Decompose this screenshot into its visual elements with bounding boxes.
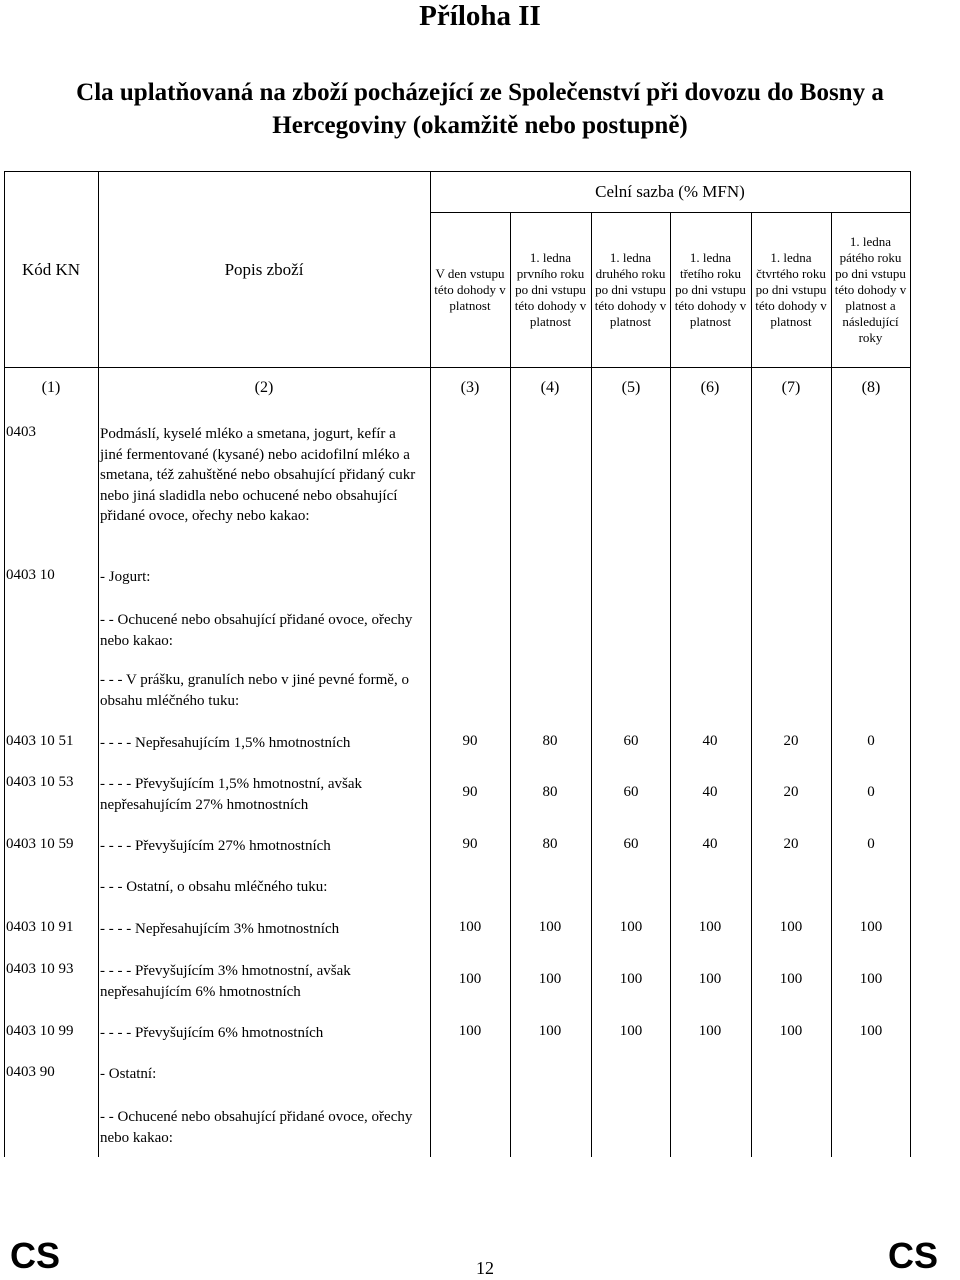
row-description: - - - V prášku, granulích nebo v jiné pevné formě, o obsahu mléčného tuku: <box>100 672 409 709</box>
row-description: - - - - Převyšujícím 3% hmotnostní, avšak nepřesahujícím 6% hmotnostních <box>100 963 351 1000</box>
row-description: - - Ochucené nebo obsahující přidané ovoce, ořechy nebo kakao: <box>100 612 413 649</box>
column-number: (3) <box>460 379 480 396</box>
rate-cell: 80 <box>542 784 558 800</box>
header-rate-col-5: 1. ledna čtvrtého roku po dni vstupu této dohody v platnost <box>755 250 827 329</box>
rate-cell: 100 <box>779 971 803 987</box>
rate-cell: 100 <box>779 1023 803 1039</box>
document-subtitle: Cla uplatňovaná na zboží pocházející ze Společenství při dovozu do Bosny a Hercegoviny (okamžitě nebo postupně) <box>76 79 884 139</box>
row-code: 0403 <box>6 424 36 440</box>
row-description: - - - - Převyšujícím 6% hmotnostních <box>100 1025 324 1041</box>
rate-cell: 100 <box>619 971 643 987</box>
rate-cell: 100 <box>698 919 722 935</box>
rate-cell: 90 <box>462 836 478 852</box>
rate-cell: 40 <box>702 784 718 800</box>
rate-cell: 100 <box>859 919 883 935</box>
header-rate-col-2: 1. ledna prvního roku po dni vstupu této dohody v platnost <box>514 250 587 329</box>
rate-cell: 100 <box>619 919 643 935</box>
rate-cell: 0 <box>867 784 875 800</box>
rate-cell: 100 <box>538 919 562 935</box>
column-number: (7) <box>781 379 801 396</box>
rate-cell: 60 <box>623 784 639 800</box>
row-description: Podmáslí, kyselé mléko a smetana, jogurt, kefír a jiné fermentované (kysané) nebo acidofilní mléko a smetana, též zahuštěné nebo obsahující přidaný cukr nebo jiná sladidla nebo ochucené nebo obsahující přidané ovoce, ořechy nebo kakao: <box>100 426 416 524</box>
column-number: (2) <box>254 379 274 396</box>
header-code: Kód KN <box>21 259 81 279</box>
row-description: - Ostatní: <box>100 1066 157 1082</box>
language-mark-right: CS <box>888 1235 939 1276</box>
rate-cell: 90 <box>462 784 478 800</box>
rate-cell: 100 <box>458 1023 482 1039</box>
header-rate-col-3: 1. ledna druhého roku po dni vstupu této dohody v platnost <box>594 250 667 329</box>
language-mark-left: CS <box>10 1235 61 1276</box>
row-code: 0403 90 <box>6 1064 55 1080</box>
column-number: (1) <box>41 379 61 396</box>
rate-cell: 40 <box>702 733 718 749</box>
rate-cell: 80 <box>542 733 558 749</box>
row-code: 0403 10 51 <box>6 733 74 749</box>
column-number: (6) <box>700 379 720 396</box>
tariff-table <box>4 171 910 1157</box>
column-number: (8) <box>861 379 881 396</box>
row-description: - Jogurt: <box>100 569 151 585</box>
rate-cell: 100 <box>779 919 803 935</box>
row-code: 0403 10 99 <box>6 1023 74 1039</box>
row-description: - - - - Převyšujícím 1,5% hmotnostní, avšak nepřesahujícím 27% hmotnostních <box>100 776 363 813</box>
rate-cell: 100 <box>538 1023 562 1039</box>
rate-cell: 100 <box>859 971 883 987</box>
header-rate-group: Celní sazba (% MFN) <box>595 181 745 201</box>
row-description: - - - Ostatní, o obsahu mléčného tuku: <box>100 879 328 895</box>
rate-cell: 0 <box>867 733 875 749</box>
row-code: 0403 10 59 <box>6 836 74 852</box>
rate-cell: 60 <box>623 836 639 852</box>
row-code: 0403 10 53 <box>6 774 74 790</box>
row-description: - - Ochucené nebo obsahující přidané ovoce, ořechy nebo kakao: <box>100 1109 413 1146</box>
rate-cell: 100 <box>698 1023 722 1039</box>
rate-cell: 80 <box>542 836 558 852</box>
row-description: - - - - Nepřesahujícím 1,5% hmotnostních <box>100 735 351 751</box>
row-code: 0403 10 <box>6 567 55 583</box>
column-number: (4) <box>540 379 560 396</box>
row-description: - - - - Převyšujícím 27% hmotnostních <box>100 838 331 854</box>
rate-cell: 100 <box>458 919 482 935</box>
rate-cell: 100 <box>619 1023 643 1039</box>
rate-cell: 100 <box>458 971 482 987</box>
rate-cell: 90 <box>462 733 478 749</box>
page-title: Příloha II <box>419 0 541 32</box>
header-description: Popis zboží <box>224 259 304 279</box>
row-code: 0403 10 91 <box>6 919 74 935</box>
rate-cell: 100 <box>859 1023 883 1039</box>
row-description: - - - - Nepřesahujícím 3% hmotnostních <box>100 921 340 937</box>
rate-cell: 100 <box>698 971 722 987</box>
rate-cell: 20 <box>783 836 799 852</box>
rate-cell: 20 <box>783 733 799 749</box>
rate-cell: 0 <box>867 836 875 852</box>
row-code: 0403 10 93 <box>6 961 74 977</box>
rate-cell: 40 <box>702 836 718 852</box>
header-rate-col-1: V den vstupu této dohody v platnost <box>434 266 506 313</box>
header-rate-col-6: 1. ledna pátého roku po dni vstupu této dohody v platnost a následující roky <box>834 234 907 345</box>
page-number: 12 <box>476 1258 494 1278</box>
column-number: (5) <box>621 379 641 396</box>
header-rate-col-4: 1. ledna třetího roku po dni vstupu této dohody v platnost <box>674 250 747 329</box>
rate-cell: 60 <box>623 733 639 749</box>
rate-cell: 100 <box>538 971 562 987</box>
rate-cell: 20 <box>783 784 799 800</box>
